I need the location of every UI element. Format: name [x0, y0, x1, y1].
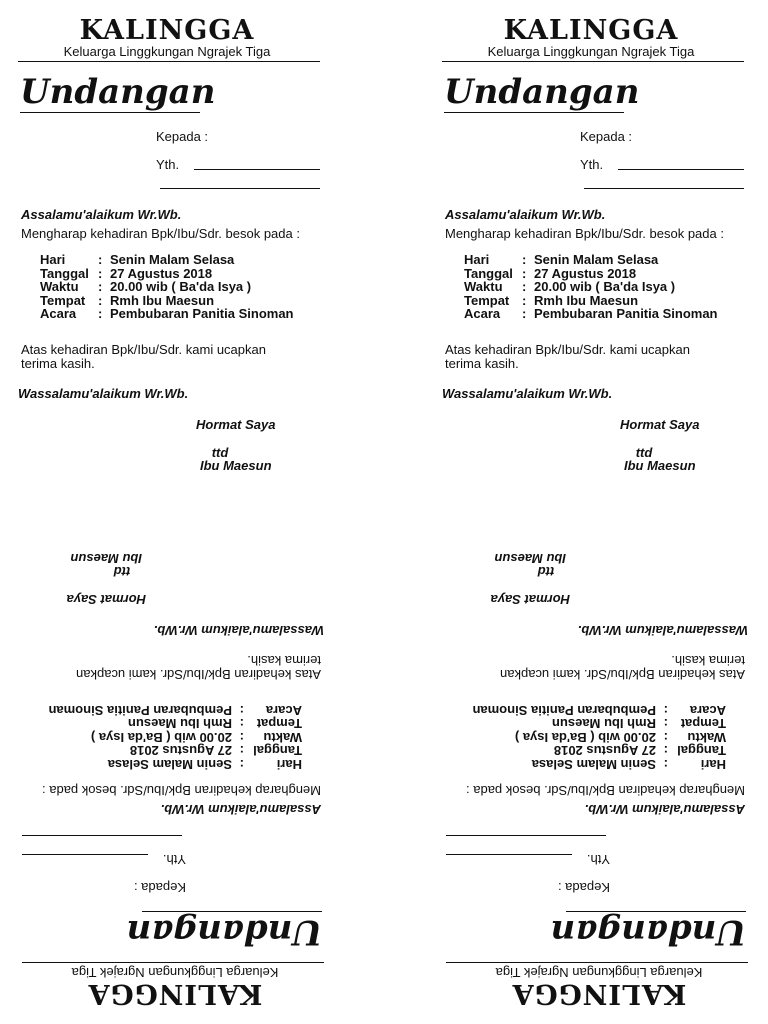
regards-text: Hormat Saya — [620, 417, 700, 432]
detail-row-acara — [473, 703, 727, 717]
detail-colon: : — [98, 292, 103, 308]
detail-colon: : — [98, 306, 103, 322]
detail-key: Hari — [700, 757, 726, 772]
detail-value: 20.00 wib ( Ba'da Isya ) — [514, 729, 656, 745]
detail-row-waktu — [473, 730, 727, 744]
detail-value: 20.00 wib ( Ba'da Isya ) — [90, 729, 232, 745]
detail-colon: : — [98, 279, 103, 295]
event-details — [40, 253, 294, 321]
regards-text: Hormat Saya — [490, 592, 570, 607]
yth-label: Yth. — [162, 852, 186, 867]
opening-greeting: Assalamu'alaikum Wr.Wb. — [445, 207, 606, 222]
detail-row-hari — [464, 253, 718, 267]
detail-row-tanggal — [464, 267, 718, 281]
brand-subtitle: Keluarga Linggkungan Ngrajek Tiga — [71, 965, 279, 980]
detail-row-tanggal — [49, 744, 303, 758]
detail-key: Waktu — [687, 729, 726, 745]
brand-subtitle: Keluarga Linggkungan Ngrajek Tiga — [487, 44, 695, 59]
detail-colon: : — [239, 702, 244, 718]
recipient-name-line — [194, 169, 320, 170]
detail-value: Rmh Ibu Maesun — [110, 292, 215, 308]
detail-key: Tanggal — [464, 265, 513, 281]
detail-value: Pembubaran Panitia Sinoman — [110, 306, 294, 322]
closing-line-1: Atas kehadiran Bpk/Ibu/Sdr. kami ucapkan — [76, 667, 321, 682]
signer-name: Ibu Maesun — [200, 458, 272, 473]
detail-row-tanggal — [40, 267, 294, 281]
yth-label: Yth. — [156, 157, 180, 172]
signature-mark: ttd — [113, 564, 131, 579]
recipient-extra-line — [446, 835, 606, 836]
detail-colon: : — [663, 729, 668, 745]
yth-label: Yth. — [580, 157, 604, 172]
closing-greeting: Wassalamu'alaikum Wr.Wb. — [577, 623, 748, 638]
recipient-extra-line — [22, 835, 182, 836]
detail-colon: : — [239, 757, 244, 772]
recipient-name-line — [22, 854, 148, 855]
event-details — [49, 703, 303, 771]
detail-key: Waktu — [263, 729, 302, 745]
header-divider — [442, 61, 744, 62]
detail-row-hari — [473, 757, 727, 771]
detail-value: Senin Malam Selasa — [107, 757, 232, 772]
detail-row-tempat — [464, 294, 718, 308]
detail-row-waktu — [40, 280, 294, 294]
detail-colon: : — [663, 716, 668, 732]
detail-colon: : — [98, 252, 103, 267]
recipient-label: Kepada : — [133, 880, 186, 895]
regards-text: Hormat Saya — [66, 592, 146, 607]
title-underline — [444, 112, 624, 113]
detail-row-waktu — [49, 730, 303, 744]
recipient-extra-line — [584, 188, 744, 189]
detail-value: 27 Agustus 2018 — [110, 265, 213, 281]
intro-text: Mengharap kehadiran Bpk/Ibu/Sdr. besok pada : — [42, 783, 321, 798]
detail-value: Rmh Ibu Maesun — [534, 292, 639, 308]
event-details — [464, 253, 718, 321]
detail-key: Acara — [689, 702, 726, 718]
brand-subtitle: Keluarga Linggkungan Ngrajek Tiga — [63, 44, 271, 59]
detail-row-acara — [49, 703, 303, 717]
detail-key: Waktu — [40, 279, 79, 295]
closing-line-2: terima kasih. — [445, 356, 519, 371]
detail-colon: : — [239, 743, 244, 759]
detail-row-tempat — [49, 717, 303, 731]
closing-text — [21, 653, 321, 681]
detail-value: Senin Malam Selasa — [531, 757, 656, 772]
closing-text — [445, 653, 745, 681]
detail-row-acara — [40, 307, 294, 321]
detail-key: Hari — [40, 252, 66, 267]
detail-value: Rmh Ibu Maesun — [127, 716, 232, 732]
header-divider — [22, 962, 324, 963]
detail-key: Tanggal — [253, 743, 302, 759]
closing-line-1: Atas kehadiran Bpk/Ibu/Sdr. kami ucapkan — [500, 667, 745, 682]
closing-line-2: terima kasih. — [671, 653, 745, 668]
detail-row-hari — [40, 253, 294, 267]
detail-key: Hari — [464, 252, 490, 267]
signature-mark: ttd — [211, 445, 229, 460]
invitation-title: Undangan — [20, 72, 216, 112]
recipient-label: Kepada : — [557, 880, 610, 895]
signer-name: Ibu Maesun — [70, 551, 142, 566]
detail-value: 27 Agustus 2018 — [129, 743, 232, 759]
detail-key: Acara — [40, 306, 77, 322]
detail-row-acara — [464, 307, 718, 321]
brand-title: KALINGGA — [511, 978, 687, 1009]
detail-value: Rmh Ibu Maesun — [551, 716, 656, 732]
title-underline — [142, 911, 322, 912]
detail-key: Tanggal — [677, 743, 726, 759]
detail-row-waktu — [464, 280, 718, 294]
detail-colon: : — [522, 265, 527, 281]
event-details — [473, 703, 727, 771]
detail-key: Tempat — [464, 292, 510, 308]
detail-colon: : — [239, 729, 244, 745]
invitation-title: Undangan — [444, 72, 640, 112]
signature-mark: ttd — [635, 445, 653, 460]
invitation-card-top-right — [438, 14, 762, 514]
detail-row-tanggal — [473, 744, 727, 758]
title-underline — [20, 112, 200, 113]
yth-label: Yth. — [586, 852, 610, 867]
detail-colon: : — [663, 757, 668, 772]
detail-row-hari — [49, 757, 303, 771]
detail-colon: : — [98, 265, 103, 281]
closing-line-2: terima kasih. — [247, 653, 321, 668]
detail-value: 27 Agustus 2018 — [553, 743, 656, 759]
invitation-title: Undangan — [550, 912, 746, 952]
detail-key: Tanggal — [40, 265, 89, 281]
detail-colon: : — [663, 702, 668, 718]
detail-value: 20.00 wib ( Ba'da Isya ) — [534, 279, 676, 295]
detail-key: Acara — [464, 306, 501, 322]
closing-greeting: Wassalamu'alaikum Wr.Wb. — [442, 386, 613, 401]
recipient-label: Kepada : — [156, 129, 209, 144]
closing-greeting: Wassalamu'alaikum Wr.Wb. — [153, 623, 324, 638]
regards-text: Hormat Saya — [196, 417, 276, 432]
detail-colon: : — [522, 279, 527, 295]
detail-value: Pembubaran Panitia Sinoman — [472, 702, 656, 718]
recipient-extra-line — [160, 188, 320, 189]
invitation-card-top-left — [14, 14, 338, 514]
detail-value: 20.00 wib ( Ba'da Isya ) — [110, 279, 252, 295]
recipient-name-line — [618, 169, 744, 170]
brand-title: KALINGGA — [87, 978, 263, 1009]
closing-line-1: Atas kehadiran Bpk/Ibu/Sdr. kami ucapkan — [21, 342, 266, 357]
detail-key: Hari — [276, 757, 302, 772]
opening-greeting: Assalamu'alaikum Wr.Wb. — [584, 802, 745, 817]
signer-name: Ibu Maesun — [494, 551, 566, 566]
signer-name: Ibu Maesun — [624, 458, 696, 473]
detail-value: 27 Agustus 2018 — [534, 265, 637, 281]
detail-key: Acara — [265, 702, 302, 718]
invitation-card-bottom-right-rotated — [428, 510, 752, 1010]
intro-text: Mengharap kehadiran Bpk/Ibu/Sdr. besok pada : — [466, 783, 745, 798]
detail-colon: : — [239, 716, 244, 732]
detail-row-tempat — [40, 294, 294, 308]
intro-text: Mengharap kehadiran Bpk/Ibu/Sdr. besok pada : — [445, 226, 724, 241]
closing-greeting: Wassalamu'alaikum Wr.Wb. — [18, 386, 189, 401]
brand-subtitle: Keluarga Linggkungan Ngrajek Tiga — [495, 965, 703, 980]
detail-colon: : — [663, 743, 668, 759]
detail-value: Pembubaran Panitia Sinoman — [534, 306, 718, 322]
detail-value: Senin Malam Selasa — [534, 252, 659, 267]
detail-colon: : — [522, 306, 527, 322]
header-divider — [18, 61, 320, 62]
detail-value: Pembubaran Panitia Sinoman — [48, 702, 232, 718]
intro-text: Mengharap kehadiran Bpk/Ibu/Sdr. besok pada : — [21, 226, 300, 241]
detail-colon: : — [522, 252, 527, 267]
header-divider — [446, 962, 748, 963]
closing-line-2: terima kasih. — [21, 356, 95, 371]
recipient-name-line — [446, 854, 572, 855]
invitation-card-bottom-left-rotated — [4, 510, 328, 1010]
recipient-label: Kepada : — [580, 129, 633, 144]
detail-colon: : — [522, 292, 527, 308]
title-underline — [566, 911, 746, 912]
detail-key: Tempat — [680, 716, 726, 732]
detail-key: Waktu — [464, 279, 503, 295]
invitation-title: Undangan — [126, 912, 322, 952]
opening-greeting: Assalamu'alaikum Wr.Wb. — [160, 802, 321, 817]
detail-value: Senin Malam Selasa — [110, 252, 235, 267]
brand-title: KALINGGA — [79, 15, 255, 46]
detail-row-tempat — [473, 717, 727, 731]
opening-greeting: Assalamu'alaikum Wr.Wb. — [21, 207, 182, 222]
closing-text — [21, 343, 321, 371]
signature-mark: ttd — [537, 564, 555, 579]
detail-key: Tempat — [256, 716, 302, 732]
detail-key: Tempat — [40, 292, 86, 308]
closing-line-1: Atas kehadiran Bpk/Ibu/Sdr. kami ucapkan — [445, 342, 690, 357]
brand-title: KALINGGA — [503, 15, 679, 46]
closing-text — [445, 343, 745, 371]
